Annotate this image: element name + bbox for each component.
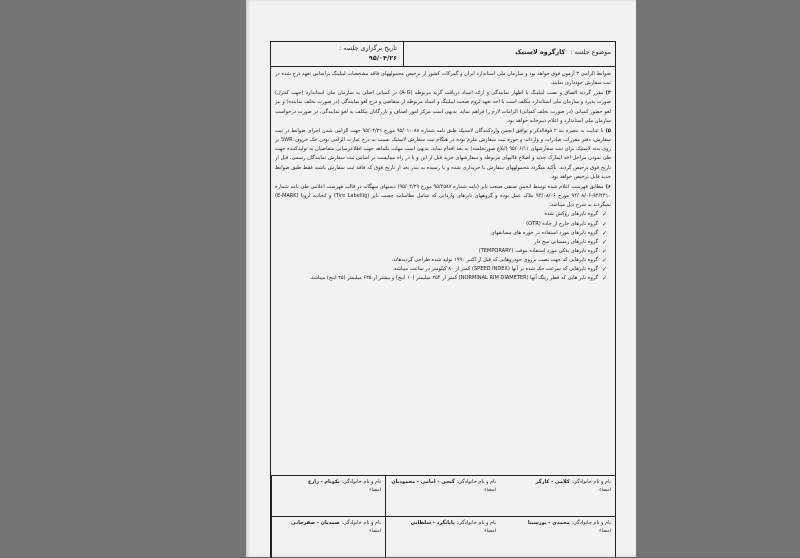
signature-label: امضاء [599, 529, 611, 534]
checkmark-icon: ✓ [601, 211, 607, 219]
paragraph-number: ۶) [605, 183, 611, 190]
meeting-date-value: ۹۵/۰۴/۲۶ [368, 54, 397, 62]
list-item-text: گروه تایرهای زمستانی میخ دار [534, 238, 598, 245]
signature-box [271, 475, 385, 516]
checkmark-icon: ✓ [601, 266, 607, 274]
checkmark-icon: ✓ [601, 247, 607, 255]
meeting-date [271, 42, 403, 66]
signature-label: امضاء [599, 488, 611, 493]
minutes-body [275, 70, 611, 284]
list-item-text: گروه تایرهای مورد استفاده در حوزه های مسابقهای [490, 229, 598, 236]
signatory-name: نام و نام خانوادگی: گنجی - امامی - محمودیان [391, 479, 496, 485]
paragraph-6 [275, 183, 611, 210]
paragraph-text: با عنایت به تبصره بند ۲ فوقالذکر و توافق انجمن واردکنندگان لاستیک طبق نامه شماره ۰۸۸-۹۵/۰۱ مورخ ۹۵/۰۴/۳۱ جهت الزامی شدن اجرای ضوابط در ثبت سفارش، دفتر مقررات صادرات و واردات و حوزه ثبت سفارش ملزم بوده در هنگام ثبت سفارش لاستیک نسبت به درج عبارت الزامی بودن حک حروف SWR بر روی بدنه لاستیک برای ثبت سفارشهای ۹۵/۰۶/۱۱ (ابلاغ صورتجلسه) به بعد اقدام نماید، بدیهی است مهلت یکماهه جهت اطلاعرسانی متقاضیان به تولیدکننده جهت طی نمودن مراحل اخذ ایمارک جدید و اصلاح قالبهای مربوطه و سفارشهای خرید قبل از این و یا در راه میبایست بر اساس ثبت سفارش نمایندگان رسمی، قبل از تاریخ فوق ترخیص گردند. تأکید میگردد محمولههای سفارش یا خریداری شده و یا رسیده به بندر بعد از تاریخ فوق که فاقد ثبت سفارش باشند فقط طبق ضوابط جدید قابل ترخیص خواهد بود. [275, 127, 611, 180]
signature-box [500, 475, 615, 516]
meeting-subject-value: کارگروه لاستیک [515, 48, 566, 56]
meeting-date-label: تاریخ برگزاری جلسه : [339, 44, 397, 52]
list-item [275, 274, 607, 283]
signatory-name: نام و نام خانوادگی: پاپانگرد - سلطانی [410, 520, 496, 526]
paragraph-text: مقرر گردید الصاق و نصب لیبلینگ با اظهار نمایندگی و ارائه اسناد دریافت گرید مربوطه (A-G) در کمپانی اصلی به سازمان ملی استاندارد (جهت کنترل) صورت پذیرد و سازمان ملی استاندارد مکلف است با اخذ تعهد لزوم صحت لیبلینگ و اسناد مربوطه از متقاضی و درج لغو نمایندگی (در صورت تخلف نماینده) و نیز لغو حضور کمپانی (در صورت تخلف کمپانی) الزامات لازم را فراهم نماید. بدیهی است مرکز امور اصناف و بازرگانان مکلف به لغو نمایندگی، در صورت درخواست سازمان ملی استاندارد و اعلام دبیرخانه خواهد بود. [275, 90, 611, 124]
list-item [275, 247, 607, 256]
signatory-name: نام و نام خانوادگی: صمدیان - صفرخانی [291, 520, 381, 526]
list-item-text: گروه تایرهای یدکی مورد استفاده موقت (TEMPORARY) [478, 247, 598, 254]
paragraph-number: ۴) [605, 90, 611, 97]
meeting-subject-label: موضوع جلسه : [570, 48, 611, 56]
signatory-name: نام و نام خانوادگی: تکونام - زارع [307, 479, 381, 485]
list-item-text: گروه تایر هایی که قطر رینگ آنها (NORMINAL RIM DIAMETER) کمتر از ۲۵۴ میلیمتر (۱۰ اینچ) و بیشتر از ۶۳۵ میلیمتر (۲۵ اینچ) میباشد. [309, 275, 598, 282]
list-item [275, 229, 607, 238]
list-item [275, 256, 607, 265]
signature-label: امضاء [369, 488, 381, 493]
checkmark-icon: ✓ [601, 275, 607, 283]
list-item [275, 238, 607, 247]
paragraph-5 [275, 127, 611, 182]
list-item-text: گروه تایرهایی که جهت نصب برروی خودروهایی که قبل از اکتبر ۱۹۹۰ تولید شده طراحی گردیدهاند. [391, 257, 598, 264]
signature-box [385, 475, 500, 516]
checkmark-icon: ✓ [601, 238, 607, 246]
signature-label: امضاء [484, 529, 496, 534]
list-item [275, 210, 607, 219]
signature-label: امضاء [484, 488, 496, 493]
list-item-text: گروه تایرهای روکش شده [544, 211, 598, 218]
minutes-frame [270, 41, 616, 557]
signatory-name: نام و نام خانوادگی: کلامی - کارگر [535, 479, 611, 485]
signatory-name: نام و نام خانوادگی: محمدی - پورسینا [527, 520, 611, 526]
paragraph-4 [275, 89, 611, 126]
list-item-text: گروه تایرهای خارج از جاده (OTR) [526, 220, 598, 227]
document-page [246, 0, 636, 557]
list-item-text: گروه تایرهایی که سرعت حک شده بر آنها (SPEED INDEX) کمتر از ۸۰ کیلومتر در ساعت میباشد. [392, 266, 598, 273]
signature-box [271, 516, 385, 558]
meeting-subject [403, 42, 615, 66]
paragraph-continuation [275, 70, 611, 88]
checkmark-icon: ✓ [601, 229, 607, 237]
tire-group-list [275, 210, 611, 283]
paragraph-text: مطابق فهرست اعلام شده توسط انجمن صنفی صنعت تایر (نامه شماره ۹۵/۴۵۸۷ مورخ ۹۵/۰۴/۲۹) دستهای سهگانه در قالب فهرست اعلامی طی نامه شماره ۹۴/۴۴۱۰-۹۴/۰۸/۰۶ مورخ ۹۴/۰۸/۰۶ ملاک عمل بوده و گروههای تایرهای وارداتی که شامل نظامنامه چسب تایر (Tire Labellig) و اتحادیه اروپا (E-MARK) نمیگردند به شرح ذیل میباشد: [275, 183, 611, 209]
scan-background-right [636, 0, 800, 557]
scan-background-left [0, 0, 246, 557]
list-item [275, 220, 607, 229]
checkmark-icon: ✓ [601, 220, 607, 228]
list-item [275, 265, 607, 274]
signature-box [500, 516, 615, 558]
signature-box [385, 516, 500, 558]
checkmark-icon: ✓ [601, 257, 607, 265]
paragraph-text: ضوابط الزامی ۳ آزمون فوق خواهد بود و سازمان ملی استاندارد ایران و گمرکات کشور از ترخیص محمولههای فاقد مشخصات لیبلینگ براساس تعهد درج شده در ثبت سفارش خودداری نمایند. [275, 71, 611, 87]
minutes-header [271, 42, 615, 67]
paragraph-number: ۵) [605, 127, 611, 134]
signature-label: امضاء [369, 529, 381, 534]
